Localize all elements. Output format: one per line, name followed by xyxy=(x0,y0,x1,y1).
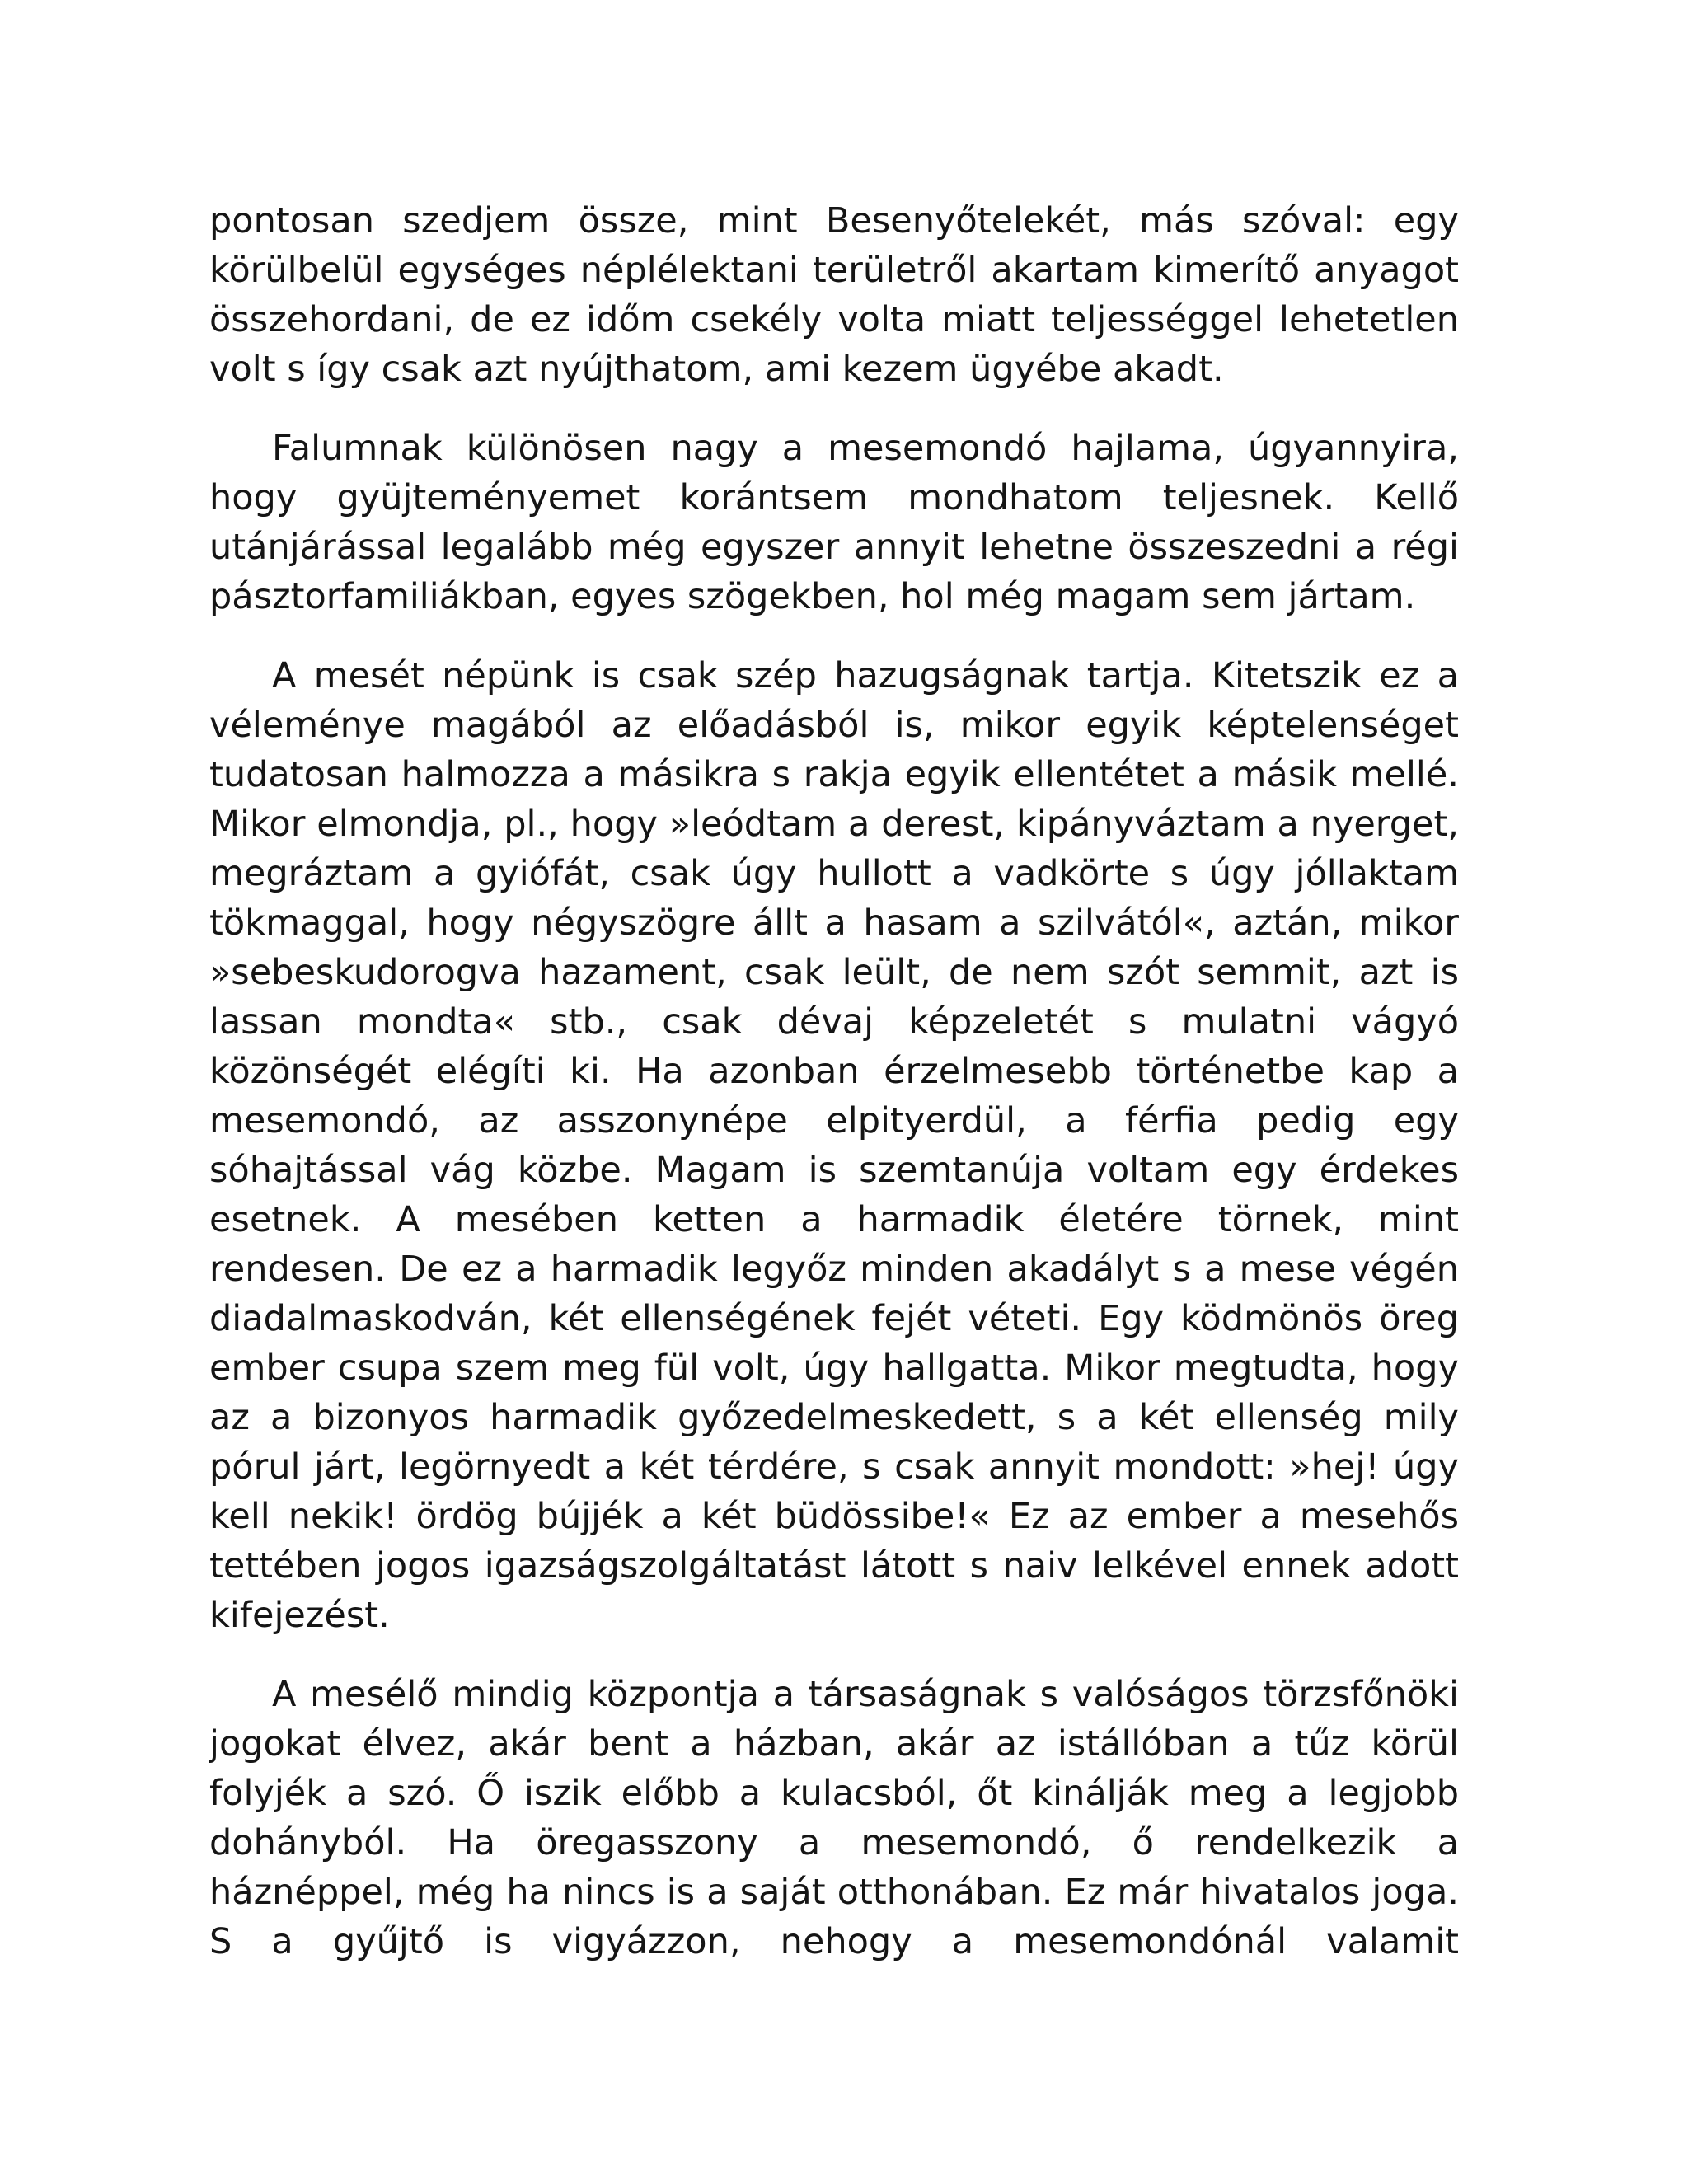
paragraph-2: Falumnak különösen nagy a mesemondó hajlama, úgyannyira, hogy gyüjteményemet korántsem mondhatom teljesnek. Kellő utánjárással legalább még egyszer annyit lehetne összeszedni a régi pásztorfamiliákban, egyes szögekben, hol még magam sem jártam. xyxy=(209,428,1459,617)
paragraph-3: A mesét népünk is csak szép hazugságnak tartja. Kitetszik ez a véleménye magából az előadásból is, mikor egyik képtelenséget tudatosan halmozza a másikra s rakja egyik ellentétet a másik mellé. Mikor elmondja, pl., hogy »leódtam a derest, kipányváztam a nyerget, megráztam a gyiófát, csak úgy hullott a vadkörte s úgy jóllaktam tökmaggal, hogy négyszögre állt a hasam a szilvától«, aztán, mikor »sebeskudorogva hazament, csak leült, de nem szót semmit, azt is lassan mondta« stb., csak dévaj képzeletét s mulatni vágyó közönségét elégíti ki. Ha azonban érzelmesebb történetbe kap a mesemondó, az asszonynépe elpityerdül, a férfia pedig egy sóhajtással vág közbe. Magam is szemtanúja voltam egy érdekes esetnek. A mesében ketten a harmadik életére törnek, mint rendesen. De ez a harmadik legyőz minden akadályt s a mese végén diadalmaskodván, két ellenségének fejét véteti. Egy ködmönös öreg ember csupa szem meg fül volt, úgy hallgatta. Mikor megtudta, hogy az a bizonyos harmadik győzedelmeskedett, s a két ellenség mily pórul járt, legörnyedt a két térdére, s csak annyit mondott: »hej! úgy kell nekik! ördög bújjék a két büdössibe!« Ez az ember a mesehős tettében jogos igazságszolgáltatást látott s naiv lelkével ennek adott kifejezést. xyxy=(209,655,1459,1636)
paragraph-1: pontosan szedjem össze, mint Besenyőtelekét, más szóval: egy körülbelül egységes néplélektani területről akartam kimerítő anyagot összehordani, de ez időm csekély volta miatt teljességgel lehetetlen volt s így csak azt nyújthatom, ami kezem ügyébe akadt. xyxy=(209,200,1459,390)
document-page xyxy=(209,196,1459,1966)
paragraph-4: A mesélő mindig központja a társaságnak s valóságos törzsfőnöki jogokat élvez, akár bent a házban, akár az istállóban a tűz körül folyjék a szó. Ő iszik előbb a kulacsból, őt kinálják meg a legjobb dohányból. Ha öregasszony a mesemondó, ő rendelkezik a háznéppel, még ha nincs is a saját otthonában. Ez már hivatalos joga. S a gyűjtő is vigyázzon, nehogy a mesemondónál valamit xyxy=(209,1674,1459,1962)
